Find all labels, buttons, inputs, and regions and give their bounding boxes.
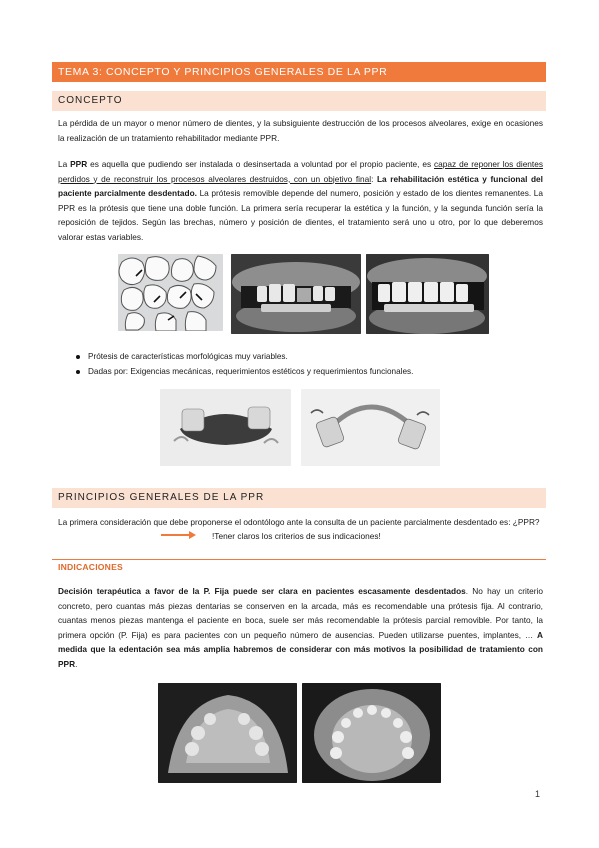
characteristics-list [62,350,542,379]
paragraph-ppr-definition [58,157,543,244]
occlusal-photo-svg [302,683,441,783]
teeth-diagram-svg [118,254,223,331]
text-run: es aquella que pudiendo ser instalada o desinsertada a voluntad por el propio paciente, es [87,159,435,169]
denture-photo-metal-svg [301,389,440,466]
arrow-right-icon [161,534,191,536]
section-heading-concepto: CONCEPTO [52,91,546,111]
list-item [62,350,542,365]
mouth-photo-after-svg [366,254,489,334]
list-item-text: Prótesis de características morfológicas muy variables. [88,352,288,361]
criteria-note: !Tener claros los criterios de sus indicaciones! [212,531,381,541]
list-item [62,365,542,380]
text-run-bold: PPR [70,159,88,169]
arrow-head-icon [189,531,196,539]
paragraph-indicaciones [58,584,543,671]
plaster-model-photo-1-svg [158,683,297,783]
page-number: 1 [535,789,541,799]
mouth-photo-after [366,254,489,334]
text-run-bold: Decisión terapéutica a favor de la P. Fija puede ser clara en pacientes escasamente desdentados [58,586,466,596]
text-run-underline: capaz de reponer los dientes perdidos y de reconstruir los procesos alveolares destruidos, con un objetivo final [58,159,543,184]
paragraph-intro: La pérdida de un mayor o menor número de dientes, y la subsiguiente destrucción de los procesos alveolares, exige en ocasiones la realización de un tratamiento rehabilitador mediante PPR. [58,118,543,143]
text-run: La [58,159,71,169]
page-title: TEMA 3: CONCEPTO Y PRINCIPIOS GENERALES DE LA PPR [52,62,546,82]
text-run: La prótesis removible depende del numero, posición y estado de los dientes remanentes. La PPR es la prótesis que tiene una doble función. La primera sería recuperar la estética y la función, y la segunda función sería la reposición de tejidos. Según las brechas, número y posición de dientes, el tratamiento será uno u otro, por lo que deberemos valorar estas variables. [58,188,544,242]
text-run: . No hay un criterio concreto, pero cuantas más piezas dentarias se conserven en la arcada, más es recomendable una prótesis fija. Al contrario, cuantas menos piezas mantenga el paciente en boca, suele ser más recomendable la prótesis parcial removible. Por tanto, la primera opción (P. Fija) es para pacientes con un pequeño número de ausencias. Pueden utilizarse puentes, implantes, … [58,586,543,640]
text-run-bold: La rehabilitación estética y funcional del paciente parcialmente desdentado. [58,173,543,198]
section-heading-principios: PRINCIPIOS GENERALES DE LA PPR [52,488,546,508]
mouth-photo-before-svg [231,254,361,334]
text-run-bold: A medida que la edentación sea más amplia habremos de considerar con más motivos la posibilidad de tratamiento con PPR [58,629,543,669]
list-item-text: Dadas por: Exigencias mecánicas, requerimientos estéticos y requerimientos funcionales. [88,366,414,376]
plaster-model-photo-1 [158,683,297,783]
subsection-heading-indicaciones: INDICACIONES [58,562,123,572]
denture-photo-resin [160,389,291,466]
paragraph-principios: La primera consideración que debe proponerse el odontólogo ante la consulta de un paciente parcialmente desdentado es: ¿PPR? [58,517,540,527]
teeth-diagram-image [118,254,223,331]
denture-photo-resin-svg [160,389,291,466]
text-run: . [75,658,78,669]
occlusal-photo [302,683,441,783]
bullet-dot [76,370,80,374]
indicaciones-divider [52,559,546,560]
denture-photo-metal [301,389,440,466]
bullet-dot [76,355,80,359]
mouth-photo-before [231,254,361,334]
text-run: : [371,173,377,184]
